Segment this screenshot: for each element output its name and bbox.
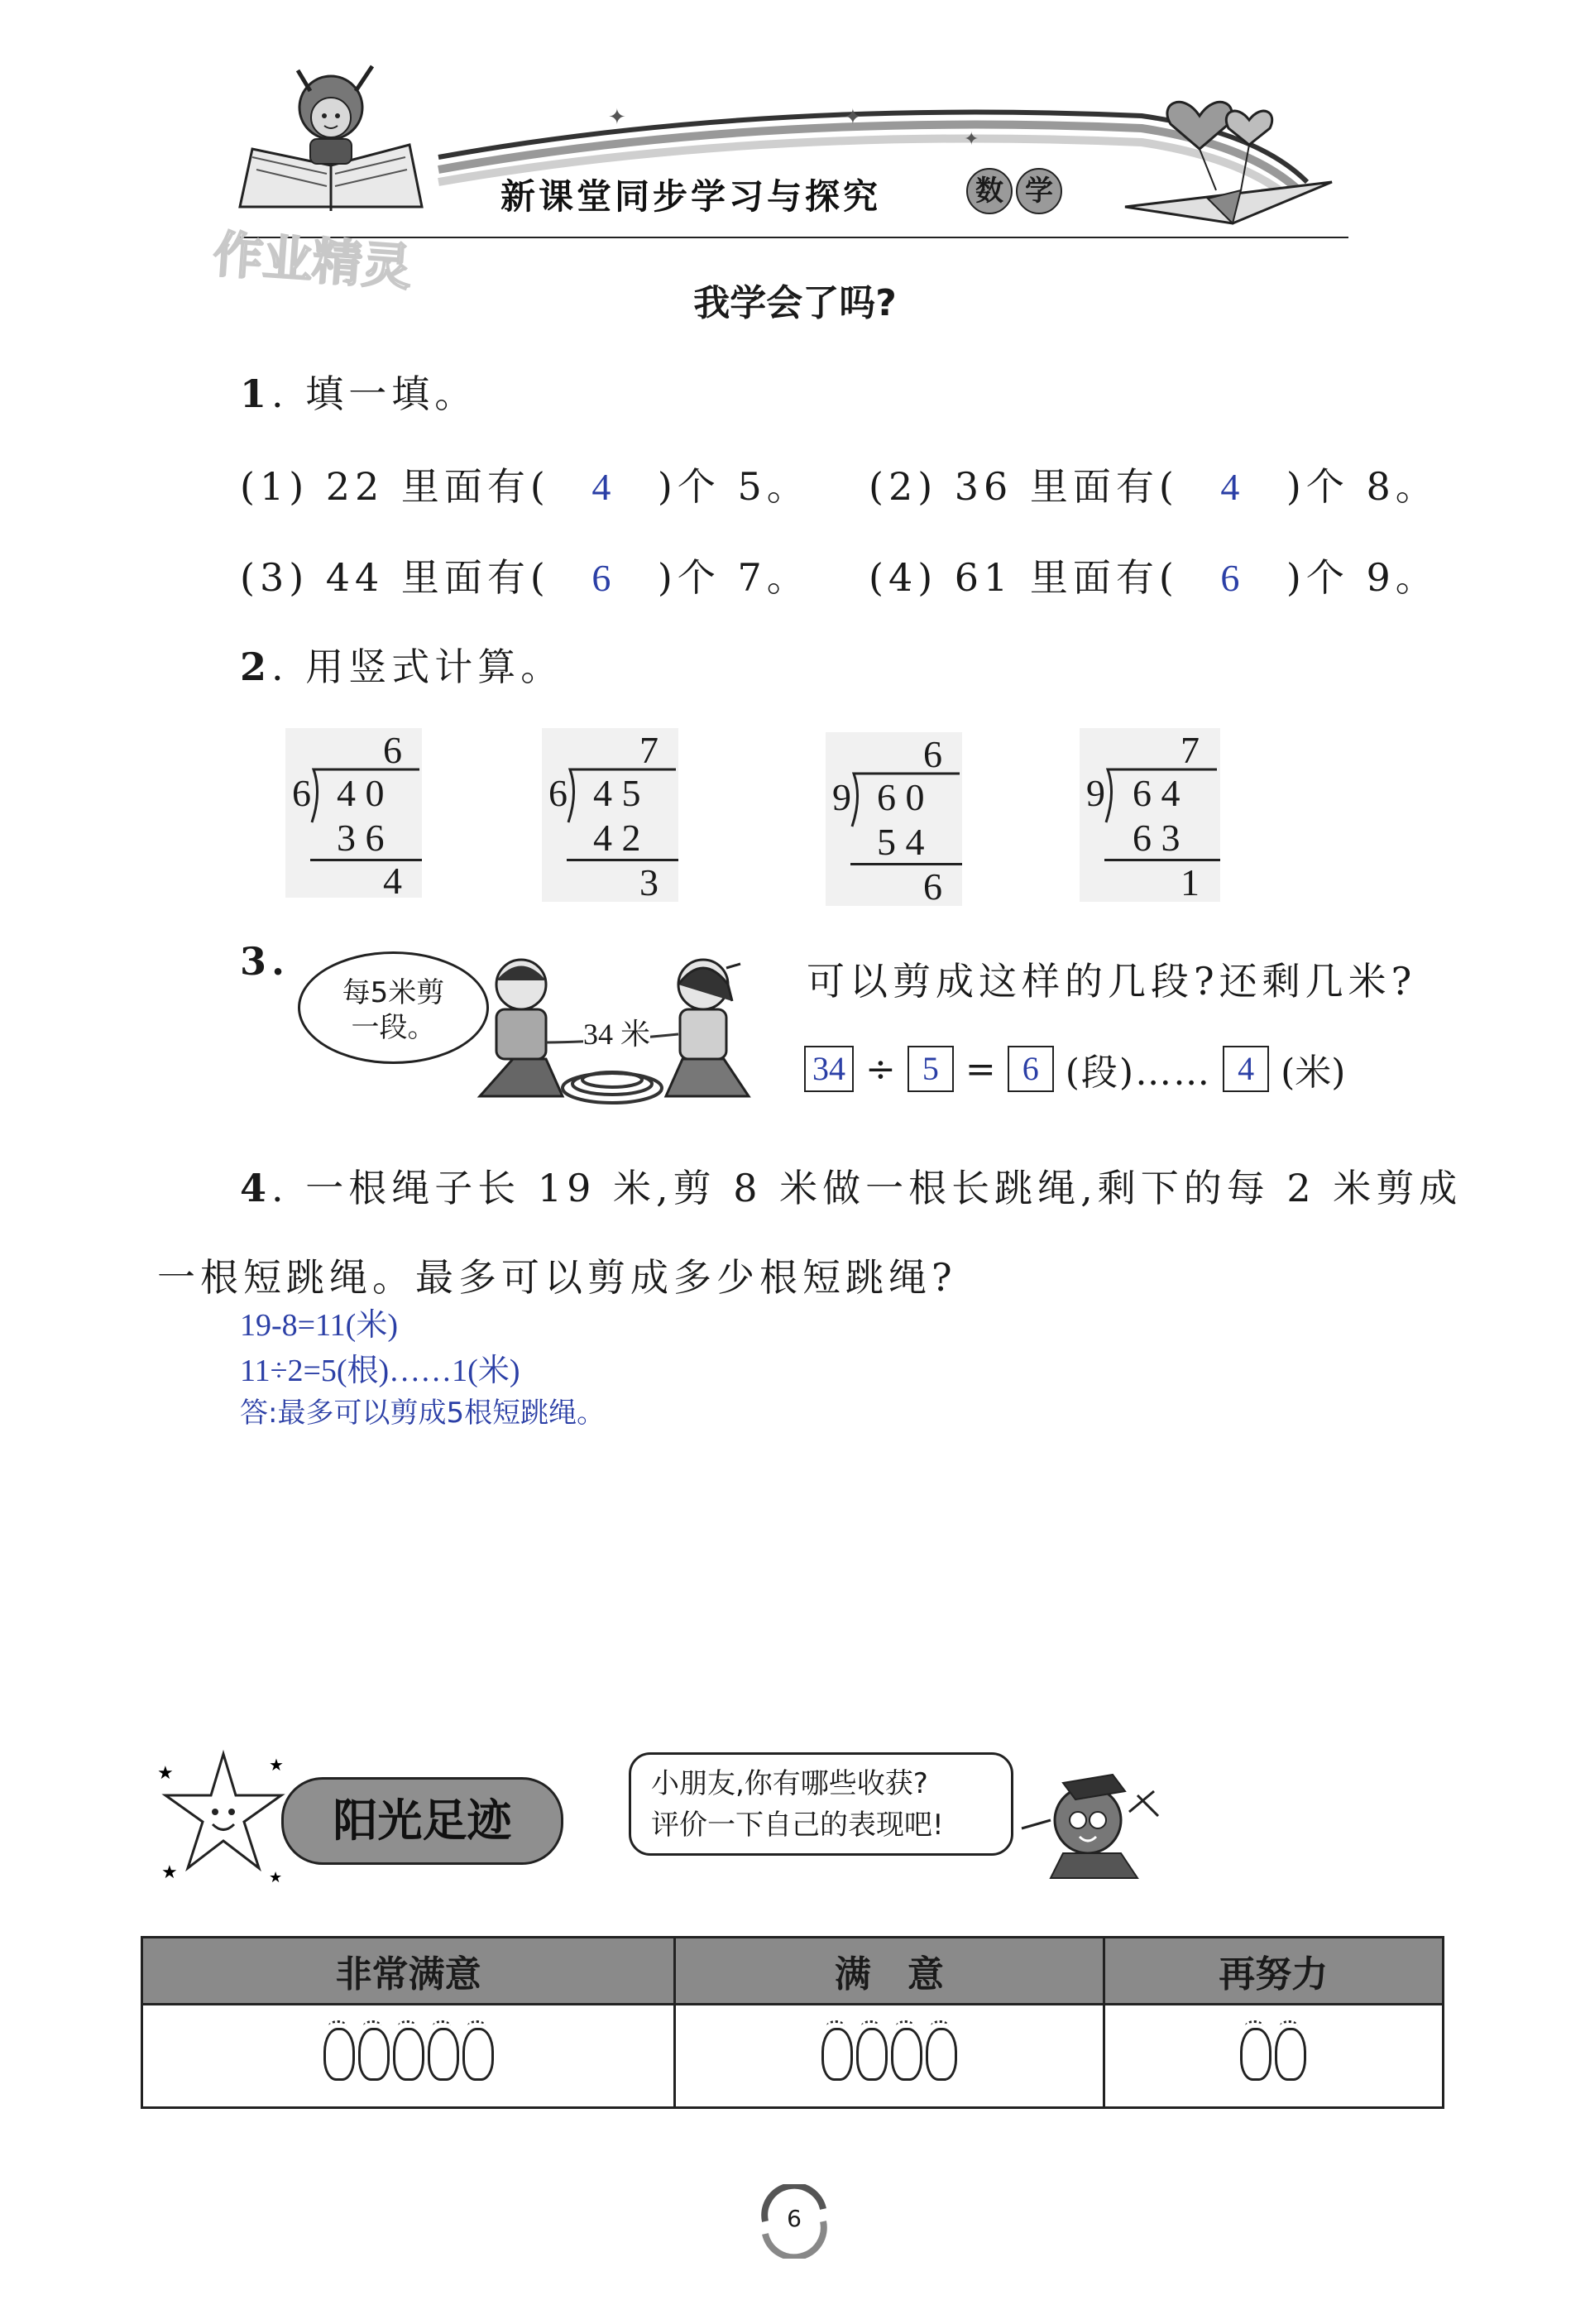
girl-reading-illustration [232, 58, 430, 215]
footprint-icon [462, 2028, 494, 2081]
subject-badge-2: 学 [1016, 168, 1062, 214]
q1-answer-2: 4 [1220, 466, 1245, 508]
q2-title: 用竖式计算。 [305, 644, 564, 689]
self-evaluation-table [141, 1936, 1444, 2109]
footprint-icon [323, 2028, 355, 2081]
watermark: 作业精灵 [211, 225, 414, 298]
svg-text:✦: ✦ [608, 105, 626, 130]
footprint-icon [358, 2028, 390, 2081]
answer-box-remainder: 4 [1223, 1046, 1269, 1092]
book-title: 新课堂同步学习与探究 [500, 176, 882, 217]
hearts-plane-decoration [1109, 66, 1340, 232]
q3-number: 3. [240, 939, 290, 984]
q1-number: 1 [240, 371, 272, 416]
section-title: 我学会了吗? [693, 282, 897, 324]
q4-answer-2: 11÷2=5(根)……1(米) [240, 1354, 520, 1388]
header [0, 0, 1590, 298]
q2-heading: 2. 用竖式计算。 [240, 644, 564, 689]
q1-heading: 1. 填一填。 [240, 371, 478, 416]
svg-text:★: ★ [269, 1755, 284, 1775]
q4-answer-1: 19-8=11(米) [240, 1308, 398, 1343]
long-division-2: 7 6 4 5 4 2 3 [542, 728, 678, 902]
q1-title: 填一填。 [305, 371, 478, 416]
sunshine-badge: 阳光足迹 [281, 1777, 563, 1865]
q4-text-line2: 一根短跳绳。最多可以剪成多少根短跳绳? [157, 1255, 957, 1300]
svg-text:★: ★ [161, 1862, 178, 1883]
page-number: 6 [787, 2205, 802, 2232]
q3-equation: 34 ÷ 5 = 6 (段)…… 4 (米) [804, 1042, 1345, 1095]
header-try-harder: 再努力 [1104, 1938, 1444, 2005]
q3-question: 可以剪成这样的几段?还剩几米? [807, 959, 1417, 1004]
footprint-icon [891, 2028, 922, 2081]
footprint-icon [1240, 2028, 1272, 2081]
subject-badge-1: 数 [966, 168, 1013, 214]
footprint-icon [428, 2028, 459, 2081]
q1-item-4: (4) 61 里面有( 6 )个 9。 [869, 555, 1439, 600]
svg-text:✦: ✦ [964, 129, 979, 150]
q1-item-1: (1) 22 里面有( 4 )个 5。 [240, 464, 810, 509]
svg-text:★: ★ [269, 1869, 283, 1886]
q3-speech-bubble: 每5米剪 一段。 [298, 951, 489, 1064]
doctor-mascot-icon [1013, 1754, 1179, 1886]
svg-text:★: ★ [157, 1763, 174, 1784]
long-division-4: 7 9 6 4 6 3 1 [1080, 728, 1220, 902]
q1-answer-4: 6 [1220, 557, 1245, 599]
answer-box-dividend: 34 [804, 1046, 854, 1092]
footprints-cell-3[interactable] [1104, 2005, 1444, 2108]
q4-answer-3: 答:最多可以剪成5根短跳绳。 [240, 1397, 606, 1430]
footprints-cell-1[interactable] [142, 2005, 675, 2108]
rope-length-label: 34 米 [583, 1011, 650, 1053]
q2-number: 2 [240, 644, 272, 689]
footprints-cell-2[interactable] [675, 2005, 1104, 2108]
q1-item-3: (3) 44 里面有( 6 )个 7。 [240, 555, 810, 600]
footprint-icon [393, 2028, 424, 2081]
speech-box: 小朋友,你有哪些收获? 评价一下自己的表现吧! [629, 1752, 1013, 1856]
footprint-icon [821, 2028, 853, 2081]
q1-item-2: (2) 36 里面有( 4 )个 8。 [869, 464, 1439, 509]
q1-answer-3: 6 [591, 557, 616, 599]
answer-box-divisor: 5 [908, 1046, 954, 1092]
long-division-1: 6 6 4 0 3 6 4 [285, 728, 422, 898]
q1-answer-1: 4 [591, 466, 616, 508]
q4-text-line1: 4. 一根绳子长 19 米,剪 8 米做一根长跳绳,剩下的每 2 米剪成 [240, 1166, 1463, 1210]
footprint-icon [856, 2028, 888, 2081]
header-very-satisfied: 非常满意 [142, 1938, 675, 2005]
answer-box-quotient: 6 [1008, 1046, 1054, 1092]
footprint-icon [926, 2028, 957, 2081]
svg-text:✦: ✦ [844, 105, 862, 130]
star-mascot-icon [153, 1746, 294, 1886]
header-satisfied: 满 意 [675, 1938, 1104, 2005]
footprint-icon [1275, 2028, 1306, 2081]
header-title [500, 170, 881, 219]
long-division-3: 6 9 6 0 5 4 6 [826, 732, 962, 906]
